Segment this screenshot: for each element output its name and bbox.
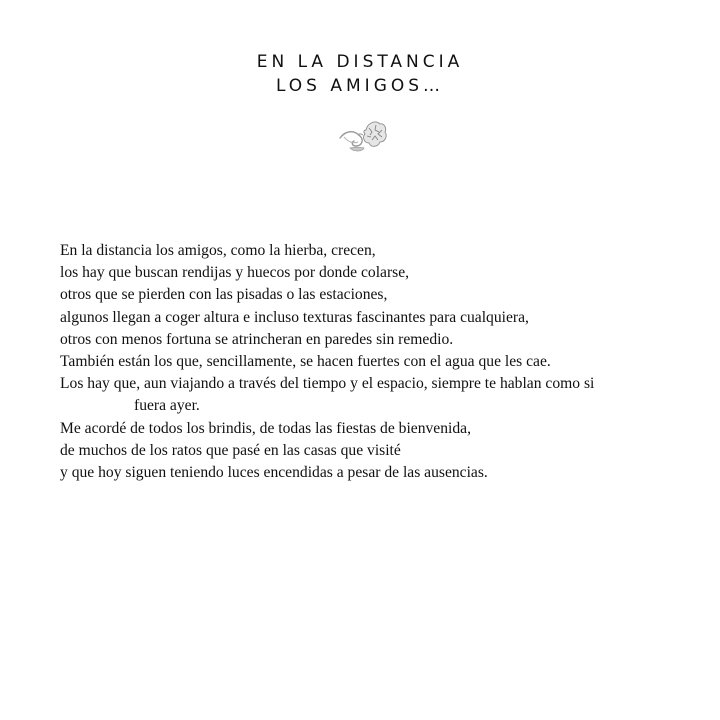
poem-verse: otros que se pierden con las pisadas o las estaciones, <box>60 286 388 304</box>
poem-verse: de muchos de los ratos que pasé en las casas que visité <box>60 441 401 459</box>
poem-verse: Los hay que, aun viajando a través del tiempo y el espacio, siempre te hablan como si <box>60 375 595 393</box>
title-line-2: LOS AMIGOS… <box>275 76 445 96</box>
poem-verse-continuation: fuera ayer. <box>134 397 200 415</box>
poem-verse: También están los que, sencillamente, se hacen fuertes con el agua que les cae. <box>60 353 551 371</box>
poem-verse: los hay que buscan rendijas y huecos por donde colarse, <box>60 264 410 282</box>
poem-verse: algunos llegan a coger altura e incluso texturas fascinantes para cualquiera, <box>60 308 529 326</box>
flower-icon <box>336 118 388 156</box>
page-title <box>0 50 720 98</box>
poem-verse: y que hoy siguen teniendo luces encendidas a pesar de las ausencias. <box>60 464 488 482</box>
title-line-1: EN LA DISTANCIA <box>256 52 464 72</box>
poem-verse: otros con menos fortuna se atrincheran en paredes sin remedio. <box>60 330 454 348</box>
poem-body <box>60 240 700 484</box>
poem-verse: En la distancia los amigos, como la hierba, crecen, <box>60 242 376 259</box>
poem-verse: Me acordé de todos los brindis, de todas las fiestas de bienvenida, <box>60 419 471 437</box>
